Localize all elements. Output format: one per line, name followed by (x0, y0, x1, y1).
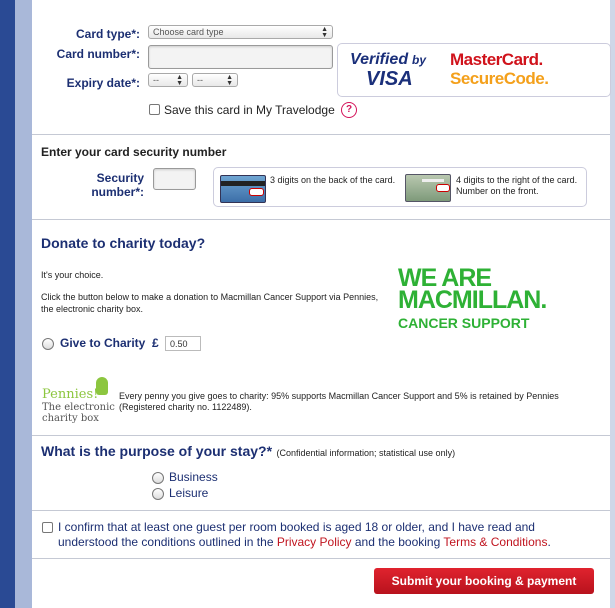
mastercard-securecode-logo (450, 50, 560, 90)
help-icon[interactable]: ? (341, 102, 357, 118)
macmillan-line1: WE ARE (398, 264, 492, 292)
securecode-text: SecureCode. (450, 69, 549, 88)
verified-by-visa-logo (346, 49, 432, 89)
save-card-label: Save this card in My Travelodge (164, 103, 335, 117)
expiry-year-select[interactable] (192, 73, 238, 87)
hint-front-text: 4 digits to the right of the card. Number on the front. (456, 175, 578, 196)
select-arrows-icon: ▲ ▼ (176, 74, 183, 87)
security-heading: Enter your card security number (41, 145, 227, 159)
expiry-month-select[interactable] (148, 73, 188, 87)
charity-choice-text: It's your choice. (41, 270, 104, 280)
leisure-label: Leisure (169, 486, 209, 500)
currency-symbol: £ (152, 336, 159, 350)
pennies-subtitle (42, 402, 115, 424)
submit-booking-button[interactable]: Submit your booking & payment (374, 568, 594, 594)
charity-heading: Donate to charity today? (41, 235, 206, 251)
mastercard-text: MasterCard. (450, 50, 543, 69)
charity-amount-input[interactable]: 0.50 (165, 336, 201, 351)
pennies-info-text: Every penny you give goes to charity: 95% supports Macmillan Cancer Support and 5% is retained by Pennies (Registered charity no. 1122489). (119, 391, 559, 412)
card-stripe (221, 181, 265, 186)
card-number-label: Card number*: (56, 47, 140, 61)
security-label-line1: Security (96, 171, 144, 185)
macmillan-line3: CANCER SUPPORT (398, 315, 530, 331)
select-arrows-icon: ▲ ▼ (226, 74, 233, 87)
macmillan-logo (398, 266, 578, 336)
security-number-input[interactable] (153, 168, 196, 190)
divider (32, 219, 610, 220)
save-card-checkbox[interactable] (149, 104, 160, 115)
expiry-year-value: -- (197, 75, 203, 85)
business-label: Business (169, 470, 218, 484)
terms-conditions-link[interactable]: Terms & Conditions (443, 535, 548, 549)
confirm-text-middle: and the booking (354, 535, 441, 549)
pennies-logo (40, 375, 120, 425)
divider (32, 435, 610, 436)
cid-highlight (436, 184, 450, 192)
purpose-heading-row (41, 443, 455, 461)
business-radio[interactable] (152, 472, 164, 484)
confirm-checkbox[interactable] (42, 522, 53, 533)
payment-form (32, 0, 610, 608)
purpose-note: (Confidential information; statistical use only) (276, 448, 456, 458)
confirm-text-end: . (547, 535, 551, 549)
pennies-sub2: charity box (42, 413, 99, 424)
leisure-radio[interactable] (152, 488, 164, 500)
purpose-heading: What is the purpose of your stay?* (41, 443, 273, 459)
give-to-charity-label: Give to Charity (60, 336, 146, 350)
card-type-label: Card type*: (75, 27, 140, 41)
cvv-highlight (249, 188, 264, 196)
card-front-stripe (422, 179, 444, 182)
card-number-input[interactable] (148, 45, 333, 69)
pennies-sub1: The electronic (42, 402, 115, 413)
divider (32, 558, 610, 559)
privacy-policy-link[interactable]: Privacy Policy (276, 535, 352, 549)
confirm-text-before: I confirm that at least one guest per room booked is aged 18 or older, and I have read and understood the conditions outlined in the (58, 520, 535, 549)
card-logos-box (337, 43, 611, 97)
macmillan-line2: MACMILLAN. (398, 286, 547, 314)
left-border (0, 0, 15, 608)
divider (32, 510, 610, 511)
confirm-text (58, 520, 588, 550)
card-back-icon (220, 175, 266, 203)
expiry-date-label: Expiry date*: (66, 76, 140, 90)
card-type-placeholder: Choose card type (153, 27, 224, 37)
pennies-title: Pennies! (42, 387, 99, 402)
security-label-line2: number*: (91, 185, 144, 199)
hint-back-text: 3 digits on the back of the card. (270, 175, 396, 185)
verified-text: Verified (350, 51, 409, 68)
select-arrows-icon: ▲ ▼ (321, 26, 328, 39)
visa-text: VISA (366, 68, 413, 90)
expiry-month-value: -- (153, 75, 159, 85)
security-hint-box (213, 167, 587, 207)
card-front-icon (405, 174, 451, 202)
verified-by-text: by (412, 53, 427, 67)
charity-description: Click the button below to make a donation to Macmillan Cancer Support via Pennies, the electronic charity box. (41, 292, 379, 314)
security-number-label (32, 171, 144, 199)
left-border-light (15, 0, 32, 608)
card-type-select[interactable] (148, 25, 333, 39)
give-to-charity-radio[interactable] (42, 338, 54, 350)
divider (32, 134, 610, 135)
